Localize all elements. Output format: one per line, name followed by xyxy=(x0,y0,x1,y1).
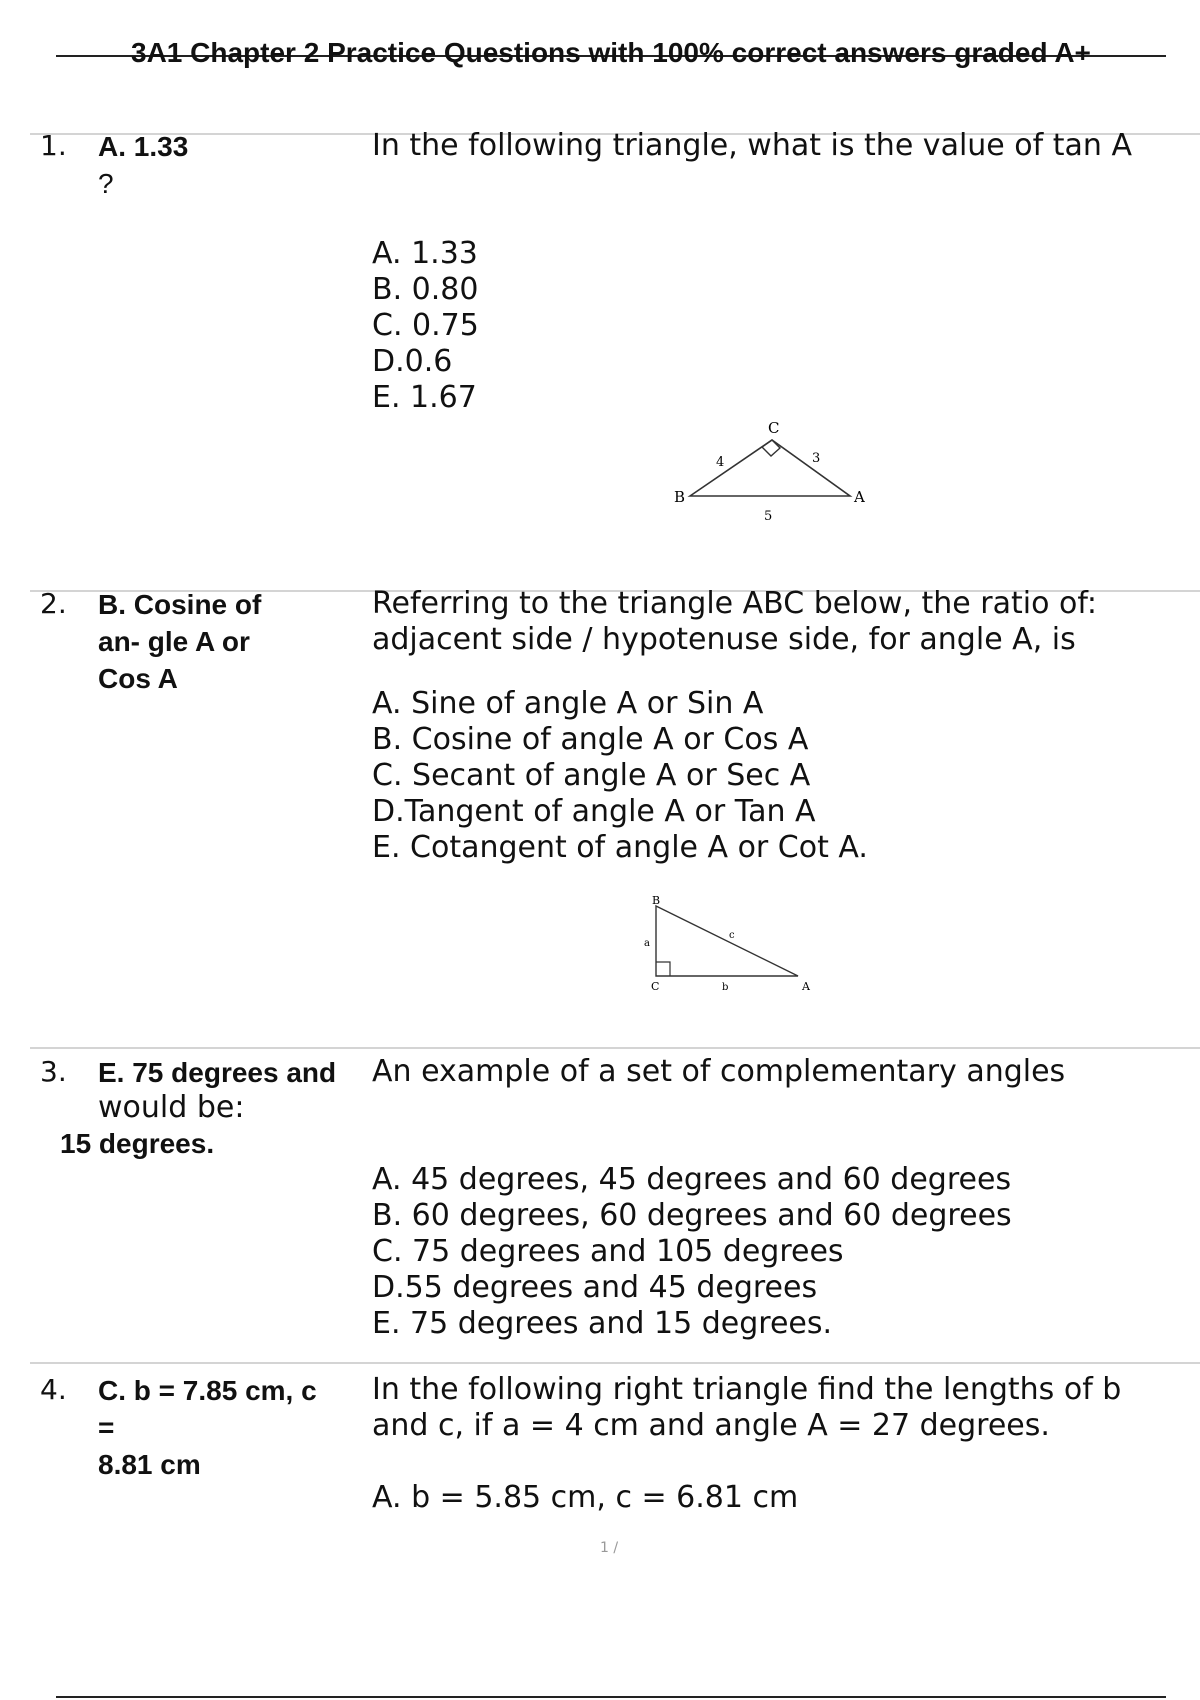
answer-key xyxy=(98,586,358,697)
stem-line: would be: xyxy=(98,1090,245,1125)
option-a: A. 45 degrees, 45 degrees and 60 degrees xyxy=(372,1162,1012,1197)
option-b: B. 60 degrees, 60 degrees and 60 degrees xyxy=(372,1198,1012,1233)
answer-line: 15 degrees. xyxy=(60,1128,215,1159)
side-label: a xyxy=(644,938,650,949)
option-a: A. b = 5.85 cm, c = 6.81 cm xyxy=(372,1480,799,1515)
triangle-figure-1 xyxy=(660,416,880,546)
question-number: 3. xyxy=(40,1055,67,1088)
answer-line: B. Cosine of xyxy=(98,589,262,620)
triangle-figure-2 xyxy=(636,894,836,998)
footer-rule xyxy=(56,1696,1166,1698)
answer-line: C. b = 7.85 cm, c xyxy=(98,1375,317,1406)
answer-line: A. 1.33 xyxy=(98,131,189,162)
page-number-mark: 1 / xyxy=(600,1540,619,1556)
option-a: A. Sine of angle A or Sin A xyxy=(372,686,764,721)
stem-line: In the following right triangle find the lengths of b xyxy=(372,1372,1122,1407)
stem-line: and c, if a = 4 cm and angle A = 27 degrees. xyxy=(372,1408,1050,1443)
option-a: A. 1.33 xyxy=(372,236,478,271)
question-stem xyxy=(372,128,1200,164)
stem-line: adjacent side / hypotenuse side, for angle A, is xyxy=(372,622,1076,657)
document-title: 3A1 Chapter 2 Practice Questions with 100% correct answers graded A+ xyxy=(131,37,1091,68)
side-label: 5 xyxy=(764,509,773,524)
question-stem xyxy=(372,1372,1200,1444)
question-separator xyxy=(30,1047,1200,1049)
question-stem xyxy=(372,586,1200,658)
answer-line: Cos A xyxy=(98,663,178,694)
option-b: B. Cosine of angle A or Cos A xyxy=(372,722,809,757)
option-e: E. Cotangent of angle A or Cot A. xyxy=(372,830,868,865)
side-label: 3 xyxy=(812,451,821,466)
option-d: D.55 degrees and 45 degrees xyxy=(372,1270,818,1305)
question-number: 1. xyxy=(40,129,67,162)
answer-line: 8.81 cm xyxy=(98,1449,201,1480)
vertex-label: B xyxy=(674,488,686,506)
option-d: D.0.6 xyxy=(372,344,453,379)
options-list xyxy=(372,686,868,866)
question-number: 4. xyxy=(40,1373,67,1406)
options-list xyxy=(372,236,479,416)
option-c: C. Secant of angle A or Sec A xyxy=(372,758,811,793)
options-list xyxy=(372,1162,1012,1342)
question-number: 2. xyxy=(40,587,67,620)
side-label: c xyxy=(729,930,735,941)
answer-line: E. 75 degrees and xyxy=(98,1057,337,1088)
option-b: B. 0.80 xyxy=(372,272,479,307)
options-list xyxy=(372,1480,798,1516)
answer-key xyxy=(98,1372,358,1483)
answer-line: = xyxy=(98,1412,115,1443)
stem-line: Referring to the triangle ABC below, the ratio of: xyxy=(372,586,1097,621)
option-e: E. 75 degrees and 15 degrees. xyxy=(372,1306,833,1341)
option-c: C. 75 degrees and 105 degrees xyxy=(372,1234,844,1269)
side-label: 4 xyxy=(716,455,725,470)
answer-key xyxy=(98,128,358,202)
option-d: D.Tangent of angle A or Tan A xyxy=(372,794,816,829)
vertex-label: C xyxy=(651,980,660,993)
answer-line: an- gle A or xyxy=(98,626,250,657)
stem-line: In the following triangle, what is the value of tan A xyxy=(372,128,1132,163)
vertex-label: A xyxy=(854,488,865,506)
question-separator xyxy=(30,1362,1200,1364)
option-c: C. 0.75 xyxy=(372,308,479,343)
answer-line: ? xyxy=(98,168,114,199)
vertex-label: C xyxy=(768,419,780,437)
side-label: b xyxy=(722,982,729,993)
stem-line: An example of a set of complementary angles xyxy=(372,1054,1066,1089)
vertex-label: B xyxy=(652,894,661,907)
option-e: E. 1.67 xyxy=(372,380,477,415)
vertex-label: A xyxy=(802,980,810,993)
